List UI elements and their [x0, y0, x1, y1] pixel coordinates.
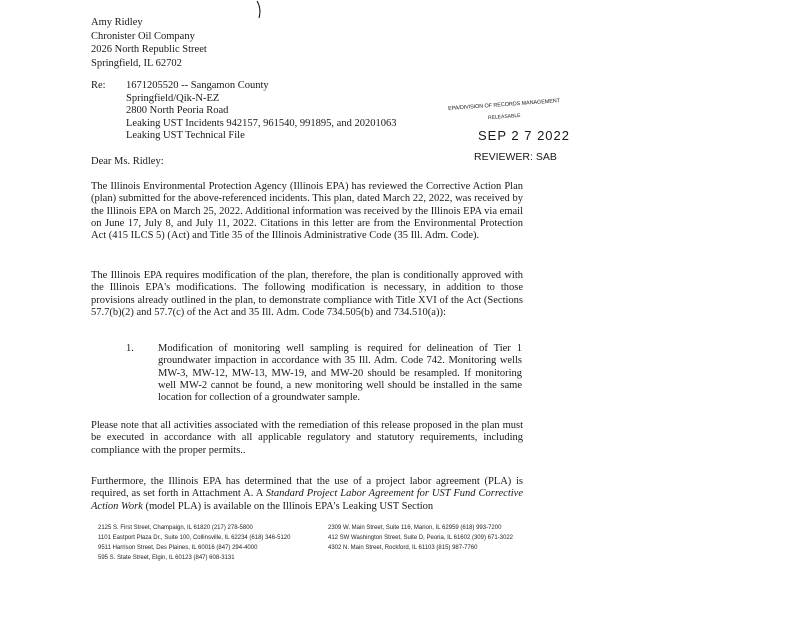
re-line: Leaking UST Technical File — [126, 130, 245, 142]
re-block — [126, 80, 396, 143]
recipient-name: Amy Ridley — [91, 17, 143, 28]
footer-address: 9511 Harrison Street, Des Plaines, IL 60016 (847) 294-4000 — [98, 545, 258, 551]
pla-text-before: Furthermore, the Illinois EPA has determined that the use of a project labor agreement (PLA) is required, as set forth in Attachment A. A — [91, 476, 523, 500]
list-item-number: 1. — [126, 343, 134, 354]
pla-title-italic: Standard Project Labor Agreement for UST Fund Corrective Action Work — [91, 488, 523, 512]
stamp-org: EPA/DIVISION OF RECORDS MANAGEMENT — [448, 98, 561, 112]
footer-address: 595 S. State Street, Elgin, IL 60123 (847) 608-3131 — [98, 555, 235, 561]
scan-mark — [253, 0, 265, 20]
stamp-releasable: RELEASABLE — [487, 112, 521, 122]
re-line: Leaking UST Incidents 942157, 961540, 991895, and 20201063 — [126, 117, 397, 129]
paragraph-review: The Illinois Environmental Protection Agency (Illinois EPA) has reviewed the Corrective Action Plan (plan) submitted for the above-referenced incidents. This plan, dated March 22, 2022, was received by the Illinois EPA on March 25, 2022. Additional information was received by the Illinois EPA via email on June 17, July 8, and July 11, 2022. Citations in this letter are from the Environmental Protection Act (415 ILCS 5) (Act) and Title 35 of the Illinois Administrative Code (35 Ill. Adm. Code). — [91, 181, 523, 242]
footer-address: 412 SW Washington Street, Suite D, Peoria, IL 61602 (309) 671-3022 — [328, 535, 513, 541]
stamp-date: SEP 2 7 2022 — [478, 128, 570, 143]
list-item-text: Modification of monitoring well sampling is required for delineation of Tier 1 groundwater impaction in accordance with 35 Ill. Adm. Code 742. Monitoring wells MW-3, MW-12, MW-13, MW-19, and MW-20 should be resampled. If monitoring well MW-2 cannot be found, a new monitoring well should be installed in the same location for collection of a groundwater sample. — [158, 343, 522, 404]
footer-address: 1101 Eastport Plaza Dr., Suite 100, Collinsville, IL 62234 (618) 346-5120 — [98, 535, 291, 541]
pla-text-after: (model PLA) is available on the Illinois EPA's Leaking UST Section — [142, 500, 434, 512]
paragraph-pla — [91, 476, 523, 513]
paragraph-modification: The Illinois EPA requires modification of the plan, therefore, the plan is conditionally approved with the Illinois EPA's modifications. The following modification is necessary, in addition to those provisions already outlined in the plan, to demonstrate compliance with Title XVI of the Act (Sections 57.7(b)(2) and 57.7(c) of the Act and 35 Ill. Adm. Code 734.505(b) and 734.510(a)): — [91, 270, 523, 318]
footer-address: 2309 W. Main Street, Suite 116, Marion, IL 62959 (618) 993-7200 — [328, 525, 502, 531]
re-line: Springfield/Qik-N-EZ — [126, 92, 220, 104]
footer-address: 4302 N. Main Street, Rockford, IL 61103 (815) 987-7760 — [328, 545, 478, 551]
stamp-reviewer: REVIEWER: SAB — [474, 151, 557, 163]
re-line: 1671205520 -- Sangamon County — [126, 80, 269, 91]
paragraph-permits: Please note that all activities associated with the remediation of this release proposed in the plan must be executed in accordance with all applicable regulatory and statutory requirements, including compliance with the proper permits.. — [91, 420, 523, 456]
footer-addresses-left — [98, 523, 290, 563]
footer-addresses-right — [328, 523, 513, 553]
recipient-street: 2026 North Republic Street — [91, 44, 207, 56]
re-line: 2800 North Peoria Road — [126, 105, 229, 117]
recipient-city: Springfield, IL 62702 — [91, 57, 182, 69]
footer-address: 2125 S. First Street, Champaign, IL 61820 (217) 278-5800 — [98, 525, 253, 531]
re-label: Re: — [91, 80, 106, 91]
salutation: Dear Ms. Ridley: — [91, 156, 164, 167]
recipient-company: Chronister Oil Company — [91, 30, 195, 42]
recipient-address — [91, 16, 207, 70]
